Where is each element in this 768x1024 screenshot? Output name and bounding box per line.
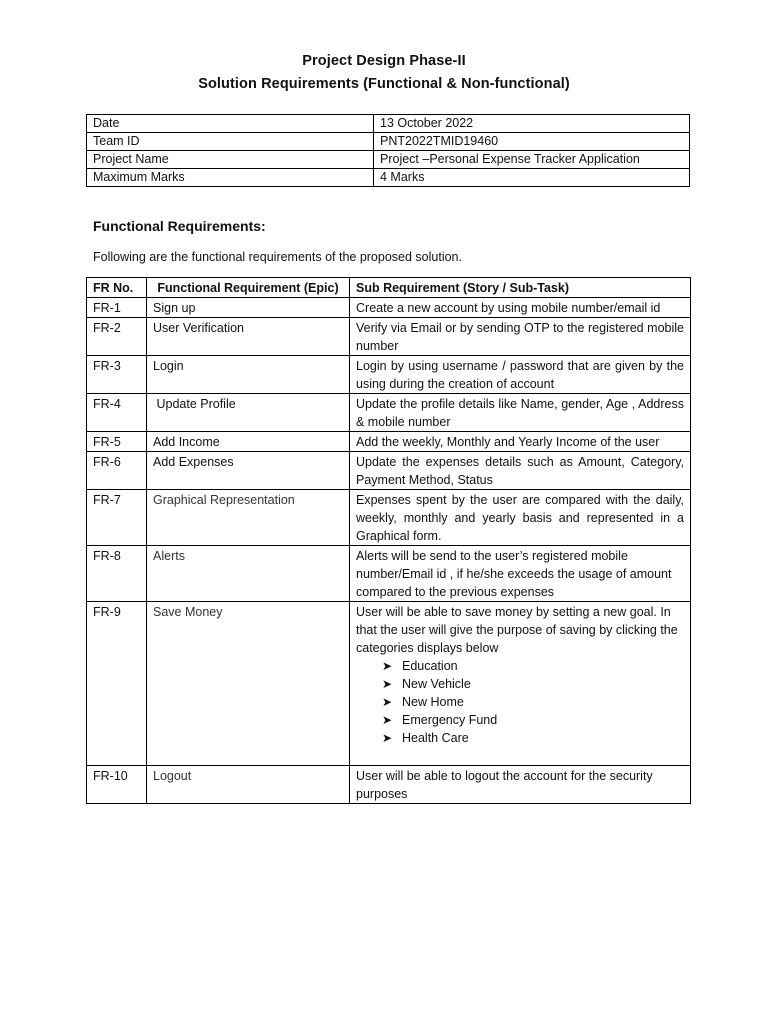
fr-number: FR-6 [87, 452, 147, 490]
fr-epic: Sign up [147, 298, 350, 318]
list-item [382, 693, 684, 711]
table-row [87, 602, 691, 766]
info-value: 13 October 2022 [374, 115, 690, 133]
info-row [87, 151, 690, 169]
section-intro: Following are the functional requirements of the proposed solution. [93, 250, 462, 264]
info-label: Team ID [87, 133, 374, 151]
table-row [87, 318, 691, 356]
table-row [87, 298, 691, 318]
info-row [87, 115, 690, 133]
fr-epic: Alerts [147, 546, 350, 602]
info-value: 4 Marks [374, 169, 690, 187]
fr-sub-requirement: Alerts will be send to the user’s registered mobile number/Email id , if he/she exceeds the usage of amount compared to the previous expenses [350, 546, 691, 602]
category-label: Health Care [402, 731, 469, 745]
category-label: Emergency Fund [402, 713, 498, 727]
fr-sub-requirement: Update the profile details like Name, gender, Age , Address & mobile number [350, 394, 691, 432]
info-row [87, 133, 690, 151]
fr-sub-requirement: Add the weekly, Monthly and Yearly Income of the user [350, 432, 691, 452]
info-row [87, 169, 690, 187]
category-label: Education [402, 659, 458, 673]
fr-number: FR-3 [87, 356, 147, 394]
table-row [87, 356, 691, 394]
table-row [87, 766, 691, 804]
info-value: PNT2022TMID19460 [374, 133, 690, 151]
arrow-bullet-icon: ➤ [382, 731, 393, 745]
fr-epic: Login [147, 356, 350, 394]
arrow-bullet-icon: ➤ [382, 677, 393, 691]
section-heading: Functional Requirements: [93, 218, 266, 234]
fr-sub-requirement: Update the expenses details such as Amount, Category, Payment Method, Status [350, 452, 691, 490]
column-header-epic: Functional Requirement (Epic) [147, 278, 350, 298]
category-label: New Home [402, 695, 464, 709]
table-row [87, 546, 691, 602]
list-item [382, 657, 684, 675]
table-row [87, 394, 691, 432]
fr-sub-requirement: Expenses spent by the user are compared with the daily, weekly, monthly and yearly basis and represented in a Graphical form. [350, 490, 691, 546]
fr-number: FR-8 [87, 546, 147, 602]
fr-sub-requirement: Login by using username / password that are given by the using during the creation of account [350, 356, 691, 394]
category-label: New Vehicle [402, 677, 471, 691]
fr-number: FR-5 [87, 432, 147, 452]
fr-epic: Update Profile [147, 394, 350, 432]
fr-epic: Logout [147, 766, 350, 804]
fr-number: FR-7 [87, 490, 147, 546]
table-row [87, 452, 691, 490]
fr-epic: Save Money [147, 602, 350, 766]
table-row [87, 490, 691, 546]
fr-number: FR-1 [87, 298, 147, 318]
fr-epic: Graphical Representation [147, 490, 350, 546]
fr-sub-requirement: User will be able to logout the account for the security purposes [350, 766, 691, 804]
list-item [382, 675, 684, 693]
list-item [382, 729, 684, 747]
arrow-bullet-icon: ➤ [382, 695, 393, 709]
fr-sub-requirement: Create a new account by using mobile number/email id [350, 298, 691, 318]
document-subtitle: Solution Requirements (Functional & Non-functional) [198, 76, 570, 92]
info-label: Project Name [87, 151, 374, 169]
info-value: Project –Personal Expense Tracker Application [374, 151, 690, 169]
fr-epic: Add Expenses [147, 452, 350, 490]
arrow-bullet-icon: ➤ [382, 713, 393, 727]
document-title: Project Design Phase-II [302, 53, 466, 69]
column-header-fr-no: FR No. [87, 278, 147, 298]
table-row [87, 432, 691, 452]
project-info-table [86, 114, 690, 187]
fr-number: FR-9 [87, 602, 147, 766]
info-label: Maximum Marks [87, 169, 374, 187]
fr-sub-requirement: Verify via Email or by sending OTP to the registered mobile number [350, 318, 691, 356]
list-item [382, 711, 684, 729]
fr-number: FR-10 [87, 766, 147, 804]
functional-requirements-table [86, 277, 691, 804]
fr-sub-requirement: User will be able to save money by setting a new goal. In that the user will give the purpose of saving by clicking the categories displays below [356, 605, 678, 655]
table-header-row [87, 278, 691, 298]
arrow-bullet-icon: ➤ [382, 659, 393, 673]
fr-number: FR-2 [87, 318, 147, 356]
category-list [356, 657, 684, 747]
fr-epic: User Verification [147, 318, 350, 356]
fr-epic: Add Income [147, 432, 350, 452]
info-label: Date [87, 115, 374, 133]
column-header-sub: Sub Requirement (Story / Sub-Task) [350, 278, 691, 298]
fr-sub-requirement-cell [350, 602, 691, 766]
fr-number: FR-4 [87, 394, 147, 432]
